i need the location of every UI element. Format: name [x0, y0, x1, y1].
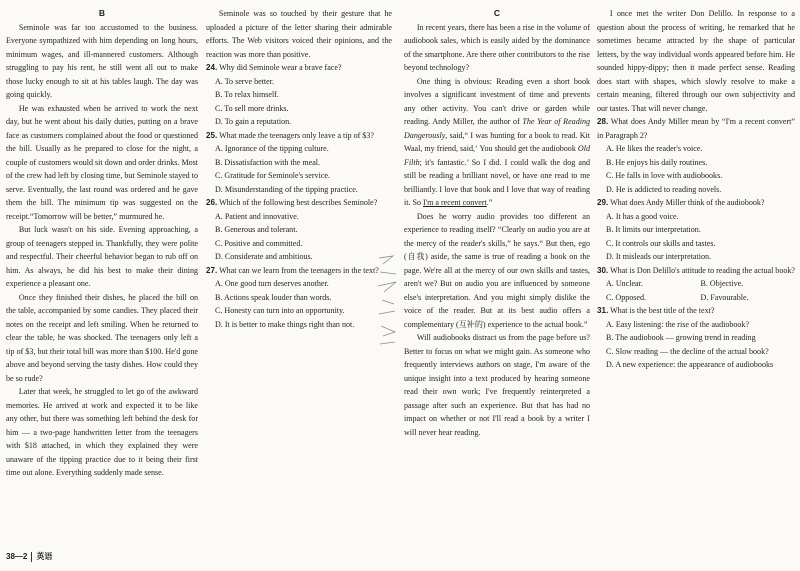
option-c: C. It controls our skills and tastes.	[606, 238, 716, 248]
book-title: Old Filth	[404, 144, 590, 167]
question-number: 26.	[206, 198, 218, 207]
passage-c-paragraph-3: Does he worry audio provides too different an experience to reading itself? “Clearly on audio you are at the mercy of the reader's skills,” he says.“ But then, ego (自我) aside, the same is true of reading a book on the page. We're all at the mercy of our own skills and tastes, aren't we? But on audio you are influenced by someone else's interpretation. And you might simply dislike the voice of the reader. But at its best audio offers a complementary (互补的) experience to the actual book.”	[404, 211, 590, 329]
question-number: 24.	[206, 63, 218, 72]
question-29	[597, 196, 795, 264]
book-title: The Year of Reading Dangerously	[404, 117, 590, 140]
option-b: B. Objective.	[700, 279, 744, 288]
option-a: A. Patient and innovative.	[215, 211, 299, 221]
question-stem: Why did Seminole wear a brave face?	[219, 63, 342, 72]
column-3	[404, 7, 590, 439]
option-a: A. One good turn deserves another.	[215, 279, 329, 288]
subject-label: 英语	[36, 552, 53, 561]
passage-c-paragraph-2: One thing is obvious: Reading even a short book involves a significant investment of time and prevents any other activity. You can't drive or garden while reading. Andy Miller, the author of The Year of Reading Dangerously, said,“ I was hunting for a book to read. Kit Waal, my friend, said,‘ You should get the audiobook Old Filth; it's fantastic.’ So I did. I could walk the dog and still be reading a brilliant novel, or have one read to me brilliantly. I love that book and I love that way of reading it. So I'm a recent convert.”	[404, 76, 590, 207]
option-d: D. He is addicted to reading novels.	[606, 184, 722, 194]
underlined-phrase: I'm a recent convert	[423, 198, 487, 207]
passage-c-paragraph-5: I once met the writer Don Delillo. In response to a question about the process of writing, he remarked that he sometimes became attracted by the shape of particular letters, by the way individual words appeared before him. He sounded hippy-dippy; then it made perfect sense. Reading does start with shapes, which slowly resolve to make a certain meaning, filtered through our own subjectivity and our tastes. That will never change.	[597, 9, 795, 113]
option-c: C. Opposed.	[606, 292, 647, 302]
question-27	[206, 264, 392, 332]
option-b: B. It limits our interpretation.	[606, 225, 701, 234]
option-d: D. To gain a reputation.	[215, 117, 292, 126]
question-24	[206, 61, 392, 129]
question-number: 28.	[597, 117, 609, 126]
option-b: B. To relax himself.	[215, 90, 279, 99]
option-c: C. To sell more drinks.	[215, 103, 289, 113]
option-a: A. To serve better.	[215, 76, 274, 86]
question-stem: What made the teenagers only leave a tip of $3?	[219, 130, 374, 140]
pencil-marks	[376, 252, 400, 362]
footer-divider	[31, 552, 32, 562]
question-25	[206, 129, 392, 197]
passage-b-paragraph-2: He was exhausted when he arrived to work the next day, but he went about his daily duties, putting on a brave face as customers complained about the food or questioned the bill. Usually as he prepared to close for the night, a couple of customers would sit down and order drinks. Most of the crew had left by closing time, but Seminole stayed to serve. Eventually, the last round was ordered and he gave them the bill. The minimum tip was suggested on the receipt.“Tomorrow will be better,” murmured he.	[6, 103, 198, 221]
option-c: C. Honesty can turn into an opportunity.	[215, 306, 345, 315]
option-b: B. He enjoys his daily routines.	[606, 157, 708, 167]
question-stem: What is the best title of the text?	[610, 306, 715, 315]
passage-c-paragraph-4: Will audiobooks distract us from the page before us? Better to focus on what we might gain. As someone who frequently interviews authors on stage, I'm aware of the unique insight into a text produced by hearing someone read their own work; I've frequently reinterpreted a passage after such an experience. But that has had no impact on whether or not I'll read a book by a writer I will never hear reading.	[404, 333, 590, 437]
question-26	[206, 196, 392, 264]
option-a: A. It has a good voice.	[606, 211, 679, 221]
passage-b-paragraph-3: But luck wasn't on his side. Evening approaching, a group of teenagers stepped in. Thankfully, they were polite and respectful. Their cheerful behavior began to rub off on him. As always, he did his best to make their dining experience a pleasant one.	[6, 225, 198, 288]
option-c: C. Positive and committed.	[215, 238, 303, 248]
page-footer	[6, 551, 52, 562]
option-d: D. It is better to make things right than not.	[215, 319, 355, 329]
option-d: D. Considerate and ambitious.	[215, 252, 313, 261]
column-4	[597, 7, 795, 372]
option-d: D. Favourable.	[700, 292, 749, 302]
option-c: C. Slow reading — the decline of the actual book?	[606, 346, 769, 356]
option-b: B. The audiobook — growing trend in reading	[606, 333, 756, 342]
option-a: A. Easy listening: the rise of the audiobook?	[606, 319, 750, 329]
passage-b-paragraph-6: Seminole was so touched by their gesture that he uploaded a picture of the letter sharing their admirable efforts. The Web visitors voiced their opinions, and the reaction was more than positive.	[206, 9, 392, 59]
option-b: B. Dissatisfaction with the meal.	[215, 157, 321, 167]
question-stem: Which of the following best describes Seminole?	[219, 198, 378, 207]
question-number: 31.	[597, 306, 609, 315]
section-b-heading: B	[98, 8, 106, 18]
option-c: C. Gratitude for Seminole's service.	[215, 171, 330, 180]
passage-b-paragraph-1: Seminole was far too accustomed to the business. Everyone sympathized with him depending on long hours, minimum wages, and ill-mannered customers. Although struggling to pay his rent, he still went all out to make those lucky enough to sit at his tables laugh. The day was going quickly.	[6, 22, 198, 99]
question-30	[597, 264, 795, 305]
option-a: A. Ignorance of the tipping culture.	[215, 144, 329, 153]
question-number: 27.	[206, 265, 218, 275]
page-number: 38—2	[6, 552, 28, 561]
option-b: B. Actions speak louder than words.	[215, 292, 332, 302]
question-number: 29.	[597, 198, 609, 207]
option-a: A. He likes the reader's voice.	[606, 144, 703, 153]
passage-c-paragraph-1: In recent years, there has been a rise in the volume of audiobook sales, which is easily aided by the dominance of the smartphone. Are there other contributors to the rise beyond technology?	[404, 22, 590, 72]
option-c: C. He falls in love with audiobooks.	[606, 171, 723, 180]
question-number: 30.	[597, 265, 609, 275]
question-28	[597, 115, 795, 196]
option-d: D. Misunderstanding of the tipping practice.	[215, 184, 358, 194]
option-b: B. Generous and tolerant.	[215, 225, 298, 234]
option-d: D. It misleads our interpretation.	[606, 252, 712, 261]
option-a: A. Unclear.	[606, 279, 643, 288]
column-1	[6, 7, 198, 480]
question-stem: What does Andy Miller mean by “I'm a recent convert” in Paragraph 2?	[597, 117, 795, 140]
passage-b-paragraph-5: Later that week, he struggled to let go of the awkward memories. He arrived at work and expected it to be like any other, but there was something left behind the desk for him — a two-page handwritten letter from the teenagers with $18 attached, in which they explained they were unaware of the tipping practice due to it being their first time out alone. Everything suddenly made sense.	[6, 387, 198, 477]
option-d: D. A new experience: the appearance of audiobooks	[606, 360, 774, 369]
passage-b-paragraph-4: Once they finished their dishes, he placed the bill on the table, accompanied by some candies. They placed their notes on the receipt and left smiling. When he returned to clear the table, he was shocked. The teenagers only left a tip of $3, but their total bill was more than $100. He'd gone above and beyond serving the tasty dishes. How could they be so rude?	[6, 292, 198, 383]
question-stem: What can we learn from the teenagers in the text?	[219, 265, 379, 275]
column-2	[206, 7, 392, 331]
question-stem: What does Andy Miller think of the audiobook?	[610, 198, 765, 207]
question-number: 25.	[206, 130, 218, 140]
section-c-heading: C	[493, 8, 501, 18]
question-31	[597, 304, 795, 372]
question-stem: What is Don Delillo's attitude to reading the actual book?	[610, 265, 795, 275]
